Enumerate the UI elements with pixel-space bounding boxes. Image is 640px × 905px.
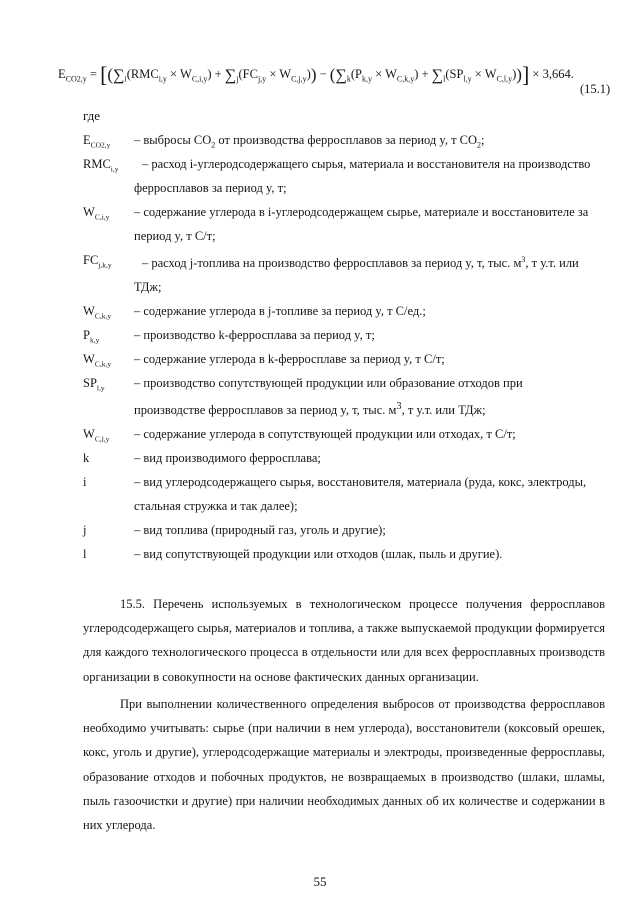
- definition-symbol: j: [83, 523, 87, 538]
- definition-symbol: k: [83, 451, 90, 466]
- formula-brace2-open: (: [329, 65, 336, 84]
- definition-item: [0, 128, 640, 152]
- page-number: 55: [313, 874, 327, 889]
- symbol-sub: CO2,y: [90, 140, 111, 150]
- formula-brace-close: ): [310, 65, 317, 84]
- definition-text: – производство k-ферросплава за период y, т;: [134, 328, 375, 343]
- formula-wcj: W: [279, 67, 292, 81]
- symbol-sub: C,l,y: [94, 434, 110, 444]
- formula-sum-i-index: i: [124, 74, 127, 84]
- definition-part: , т у.т. или: [525, 256, 579, 271]
- definition-item: [0, 542, 640, 566]
- definition-part: производстве ферросплавов за период y, т, тыс. м: [134, 403, 397, 418]
- definition-symbol: [83, 152, 119, 182]
- equation-number: (15.1): [580, 82, 611, 96]
- symbol-base: W: [83, 205, 95, 219]
- definition-text: – вид сопутствующей продукции или отходов (шлак, пыль и другие).: [134, 547, 503, 562]
- definition-symbol: [83, 248, 112, 278]
- symbol-sub: l,y: [96, 383, 105, 393]
- formula-sp: SP: [449, 67, 464, 81]
- formula-sum-k: ∑: [335, 67, 347, 84]
- formula-bracket-open: [: [100, 62, 108, 87]
- symbol-sub: k,y: [89, 335, 100, 345]
- symbol-base: W: [83, 352, 95, 367]
- formula-wck-sub: C,k,y: [396, 74, 415, 84]
- formula-sp-sub: l,y: [463, 74, 472, 84]
- formula-fc-sub: j,y: [257, 74, 267, 84]
- formula-15-1: [58, 52, 618, 104]
- formula-expression: $E_{CO2,y} = [(\sum_i(RMC_{i,y} \times W_{C,i,y}) + \sum_j(FC_{j,y} \times W_{C,j,y})) - (\sum_k(P_{k,y} \times W_{C,k,y}) + \sum_l(SP_{l,y} \times W_{C,l,y}))] \times 3,664$.: [58, 62, 574, 87]
- formula-sum-i: ∑: [113, 67, 125, 84]
- symbol-sub: C,k,y: [94, 311, 112, 321]
- formula-sum-k-index: k: [346, 74, 351, 84]
- definition-text: – содержание углерода в сопутствующей продукции или отходах, т С/т;: [134, 427, 516, 442]
- formula-wcj-sub: C,j,y: [291, 74, 307, 84]
- symbol-base: P: [83, 328, 90, 343]
- symbol-base: W: [83, 427, 95, 442]
- formula-sum-j: ∑: [224, 67, 237, 84]
- definition-part: , т у.т. или ТДж;: [401, 403, 486, 418]
- symbol-base: SP: [83, 376, 97, 391]
- definition-continuation: ТДж;: [134, 280, 162, 295]
- formula-wcl: W: [484, 67, 497, 81]
- symbol-sub: C,i,y: [94, 212, 110, 222]
- definition-part: – выбросы CO: [134, 133, 212, 147]
- definition-symbol: i: [83, 475, 87, 490]
- formula-brace-open: (: [107, 65, 114, 84]
- definition-item: [0, 299, 640, 323]
- formula-sum-j-index: j: [236, 74, 239, 84]
- definition-symbol: l: [83, 547, 87, 562]
- definition-continuation: [134, 395, 602, 422]
- definition-text: – расход i-углеродсодержащего сырья, материала и восстановителя на производство: [142, 157, 591, 171]
- symbol-sub: C,k,y: [94, 359, 112, 369]
- formula-sum-l: ∑: [431, 67, 444, 84]
- paragraph-15-5: 15.5. Перечень используемых в технологическом процессе получения ферросплавов углеродсодержащего сырья, материалов и топлива, а также выпускаемой продукции формируется для каждого технологического процесса в отдельности или для всех ферросплавных производств организации в совокупности на основе фактических данных организации.: [83, 597, 605, 684]
- definition-continuation: стальная стружка и так далее);: [134, 499, 298, 514]
- formula-fc: FC: [242, 67, 258, 81]
- symbol-sub: i,y: [110, 164, 119, 174]
- definition-text: – вид углеродсодержащего сырья, восстановителя, материала (руда, кокс, электроды,: [134, 475, 587, 490]
- definition-item: [0, 323, 640, 347]
- formula-p-sub: k,y: [362, 74, 372, 84]
- definition-sup: 3: [521, 255, 526, 264]
- symbol-sub: j,k,y: [98, 260, 112, 270]
- formula-bracket-close: ]: [521, 62, 530, 87]
- definition-text: – содержание углерода в k-ферросплаве за период y, т С/т;: [134, 352, 445, 367]
- definition-text: – производство сопутствующей продукции или образование отходов при: [134, 376, 523, 391]
- formula-rmc: RMC: [130, 67, 159, 81]
- definition-text: – содержание углерода в j-топливе за период y, т С/ед.;: [134, 304, 426, 319]
- symbol-base: FC: [83, 253, 99, 267]
- definition-text: – вид топлива (природный газ, уголь и другие);: [134, 523, 386, 538]
- definition-item: [0, 248, 640, 299]
- definition-item: [0, 518, 640, 542]
- definition-symbol: [83, 371, 105, 401]
- definition-symbol: [83, 200, 109, 230]
- definition-item: [0, 371, 640, 422]
- formula-wci-sub: C,i,y: [191, 74, 208, 84]
- definition-continuation: ферросплавов за период y, т;: [134, 181, 287, 195]
- definition-sub: 2: [477, 140, 482, 150]
- where-label: где: [83, 108, 101, 123]
- definition-text: [142, 248, 602, 275]
- definition-text: – содержание углерода в i-углеродсодержащем сырье, материале и восстановителе за: [134, 205, 589, 219]
- definition-item: [0, 347, 640, 371]
- definition-part: – расход j-топлива на производство ферросплавов за период y, т, тыс. м: [142, 256, 522, 271]
- formula-sum-l-index: l: [443, 74, 446, 84]
- definition-sub: 2: [211, 140, 216, 150]
- formula-rmc-sub: i,y: [158, 74, 167, 84]
- paragraph-requirements: При выполнении количественного определения выбросов от производства ферросплавов необходимо учитывать: сырье (при наличии в нем углерода), восстановители (коксовый орешек, кокс, уголь и другие), углеродсодержащие материалы и электроды, произведенные ферросплавы, образование отходов и побочных продуктов, не возвращаемых в производство (шлаки, шламы, пыль газоочистки и другие) при наличии необходимых данных об их количестве и содержании в них углерода.: [83, 697, 605, 833]
- symbol-base: E: [83, 133, 91, 147]
- definition-part: от производства ферросплавов за период y, т CO: [215, 133, 478, 147]
- formula-wci: W: [180, 67, 192, 81]
- formula-wcl-sub: C,l,y: [496, 74, 513, 84]
- definition-item: [0, 422, 640, 446]
- definition-part: ;: [481, 133, 485, 147]
- formula-factor: 3,664: [542, 67, 571, 81]
- definition-text: – вид производимого ферросплава;: [134, 451, 321, 466]
- formula-brace2-close: ): [516, 65, 522, 84]
- definition-item: [0, 446, 640, 470]
- symbol-base: RMC: [83, 157, 111, 171]
- formula-lhs: E: [58, 67, 66, 81]
- definition-item: [0, 200, 640, 248]
- formula-eq: =: [89, 67, 97, 81]
- definitions-list: [0, 128, 640, 566]
- formula-wck: W: [385, 67, 397, 81]
- definition-item: [0, 470, 640, 518]
- definition-sup: 3: [396, 401, 402, 413]
- definition-continuation: период y, т С/т;: [134, 229, 216, 243]
- symbol-base: W: [83, 304, 95, 319]
- formula-p: P: [355, 67, 362, 81]
- formula-lhs-sub: CO2,y: [65, 74, 87, 84]
- definition-item: [0, 152, 640, 200]
